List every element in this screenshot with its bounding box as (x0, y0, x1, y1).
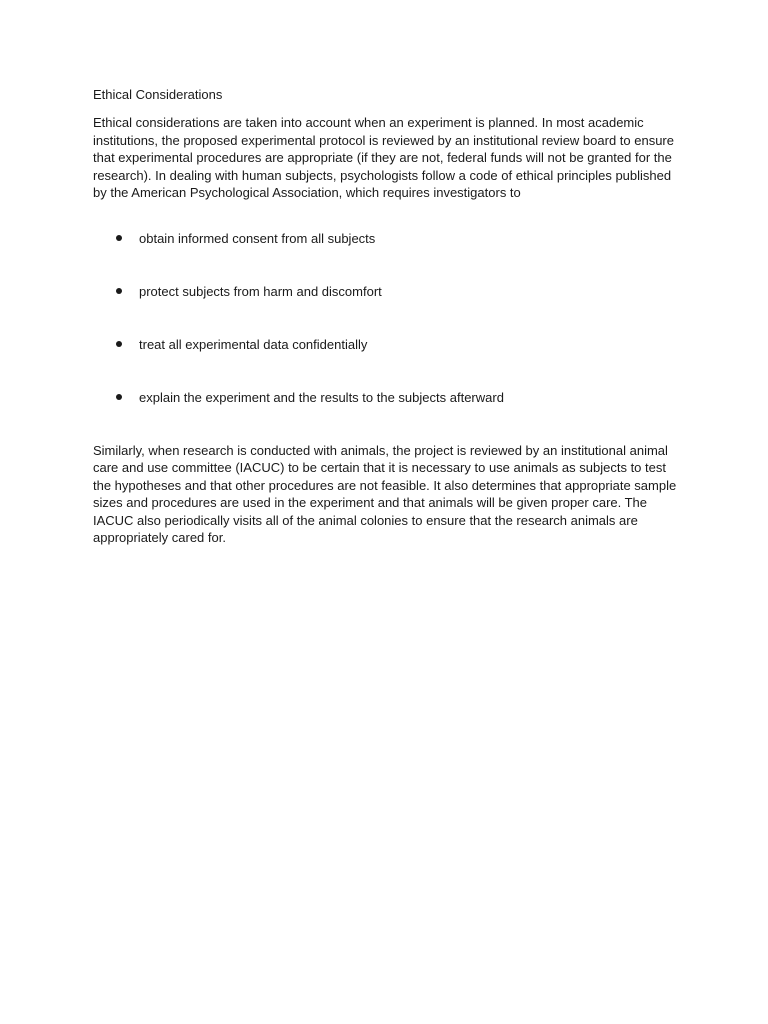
list-item (93, 389, 683, 407)
list-item-text: treat all experimental data confidentially (139, 336, 368, 352)
intro-paragraph: Ethical considerations are taken into account when an experiment is planned. In most academic institutions, the proposed experimental protocol is reviewed by an institutional review board to ensure that experimental procedures are appropriate (if they are not, federal funds will not be granted for the research). In dealing with human subjects, psychologists follow a code of ethical principles published by the American Psychological Association, which requires investigators to (93, 115, 674, 200)
bullet-icon (116, 288, 122, 294)
closing-paragraph: Similarly, when research is conducted with animals, the project is reviewed by an institutional animal care and use committee (IACUC) to be certain that it is necessary to use animals as subjects to test the hypotheses and that other procedures are not feasible. It also determines that appropriate sample sizes and procedures are used in the experiment and that animals will be given proper care. The IACUC also periodically visits all of the animal colonies to ensure that the research animals are appropriately cared for. (93, 442, 677, 545)
document-page (93, 86, 683, 547)
list-item (93, 230, 683, 248)
list-item-text: explain the experiment and the results to the subjects afterward (139, 389, 504, 405)
list-item (93, 336, 683, 354)
bullet-icon (116, 394, 122, 400)
document-title: Ethical Considerations (93, 87, 223, 102)
list-item (93, 283, 683, 301)
list-item-text: protect subjects from harm and discomfort (139, 283, 382, 299)
requirements-list (93, 230, 683, 407)
bullet-icon (116, 235, 122, 241)
bullet-icon (116, 341, 122, 347)
list-item-text: obtain informed consent from all subjects (139, 230, 376, 246)
